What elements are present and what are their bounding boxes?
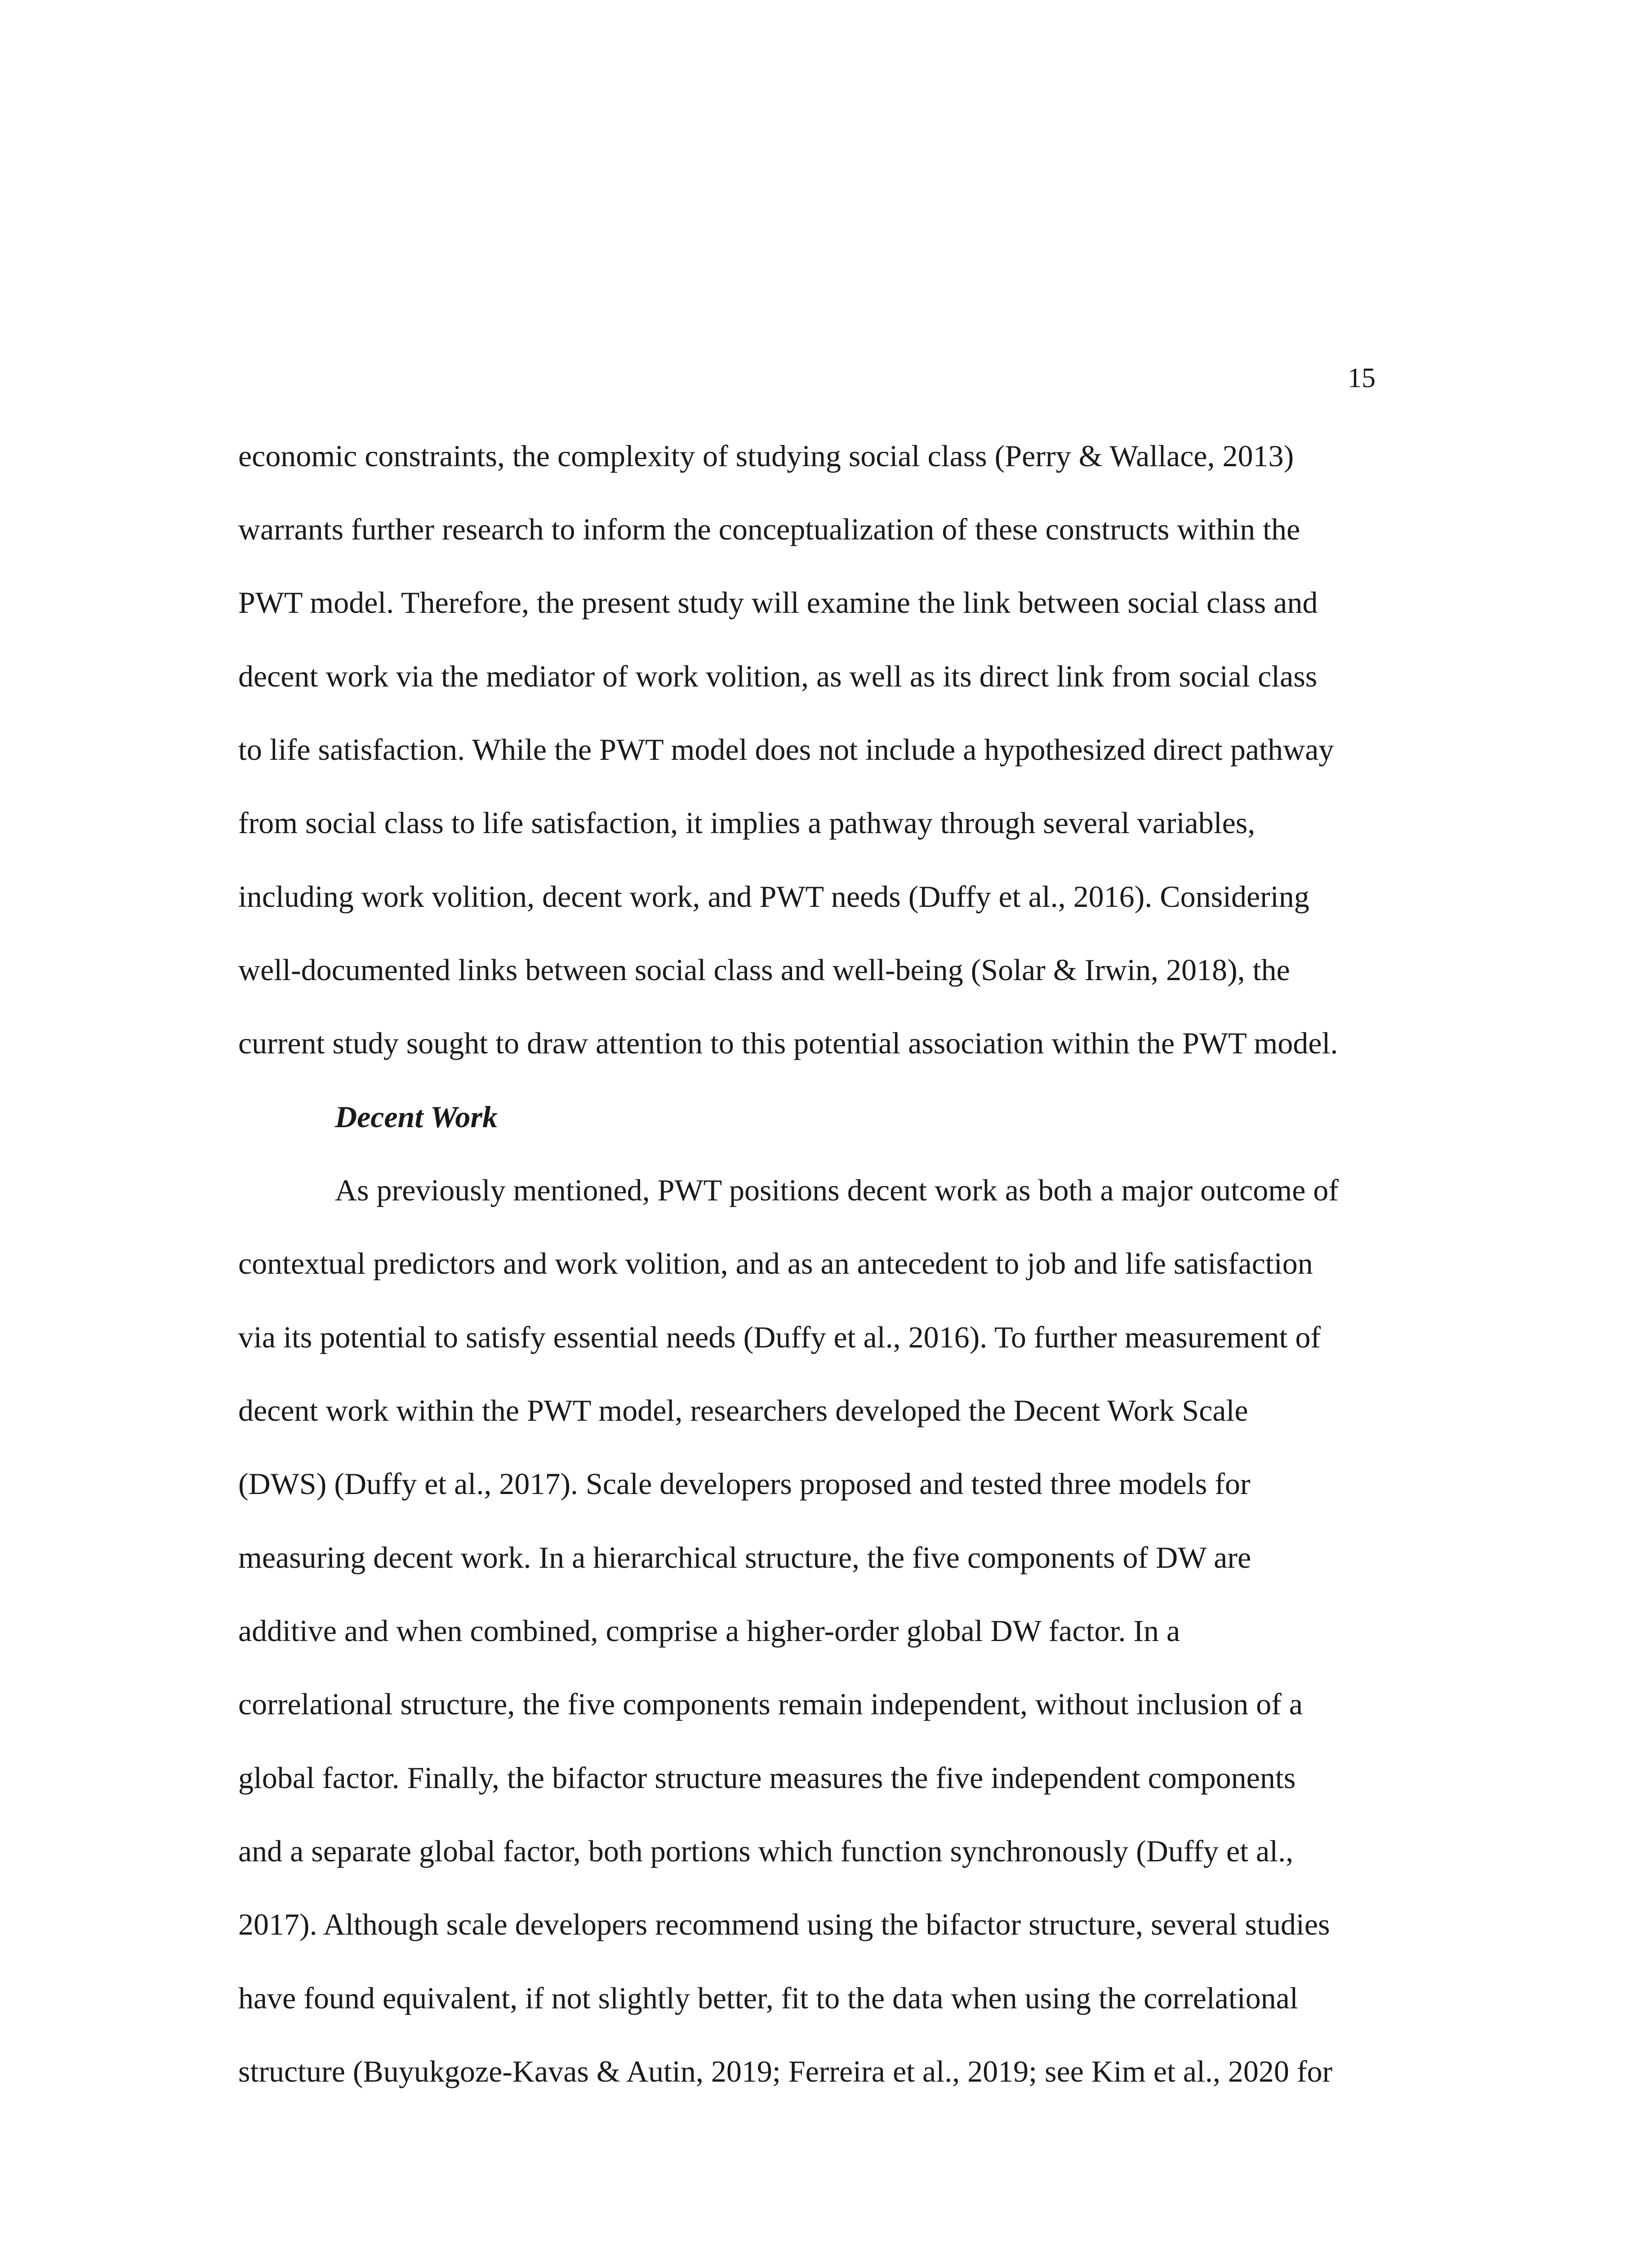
text-line: and a separate global factor, both portions which function synchronously (Duffy et al.,	[238, 1834, 1294, 1868]
text-line: structure (Buyukgoze-Kavas & Autin, 2019; Ferreira et al., 2019; see Kim et al., 2020 for	[238, 2054, 1333, 2088]
text-line: well-documented links between social class and well-being (Solar & Irwin, 2018), the	[238, 953, 1290, 987]
text-line: correlational structure, the five components remain independent, without inclusion of a	[238, 1687, 1303, 1721]
text-line: contextual predictors and work volition, and as an antecedent to job and life satisfaction	[238, 1246, 1313, 1280]
text-line: measuring decent work. In a hierarchical structure, the five components of DW are	[238, 1540, 1251, 1574]
text-line: have found equivalent, if not slightly better, fit to the data when using the correlational	[238, 1981, 1298, 2015]
text-line: warrants further research to inform the conceptualization of these constructs within the	[238, 512, 1300, 546]
text-line: PWT model. Therefore, the present study will examine the link between social class and	[238, 585, 1318, 620]
text-line: global factor. Finally, the bifactor structure measures the five independent components	[238, 1761, 1296, 1795]
text-line: (DWS) (Duffy et al., 2017). Scale developers proposed and tested three models for	[238, 1467, 1251, 1501]
section-heading: Decent Work	[335, 1100, 498, 1134]
text-line: additive and when combined, comprise a higher-order global DW factor. In a	[238, 1614, 1180, 1648]
text-line: via its potential to satisfy essential needs (Duffy et al., 2016). To further measurement of	[238, 1320, 1321, 1354]
text-line: decent work within the PWT model, researchers developed the Decent Work Scale	[238, 1393, 1248, 1427]
text-line: economic constraints, the complexity of studying social class (Perry & Wallace, 2013)	[238, 439, 1294, 473]
text-line: 2017). Although scale developers recommend using the bifactor structure, several studies	[238, 1907, 1330, 1941]
page-number: 15	[1348, 363, 1376, 393]
text-line: decent work via the mediator of work volition, as well as its direct link from social class	[238, 659, 1318, 693]
text-line: current study sought to draw attention to this potential association within the PWT model.	[238, 1026, 1338, 1060]
text-line: including work volition, decent work, and PWT needs (Duffy et al., 2016). Considering	[238, 879, 1309, 914]
text-line: from social class to life satisfaction, it implies a pathway through several variables,	[238, 806, 1256, 840]
text-line: to life satisfaction. While the PWT model does not include a hypothesized direct pathway	[238, 732, 1334, 767]
text-line: As previously mentioned, PWT positions decent work as both a major outcome of	[335, 1173, 1339, 1207]
